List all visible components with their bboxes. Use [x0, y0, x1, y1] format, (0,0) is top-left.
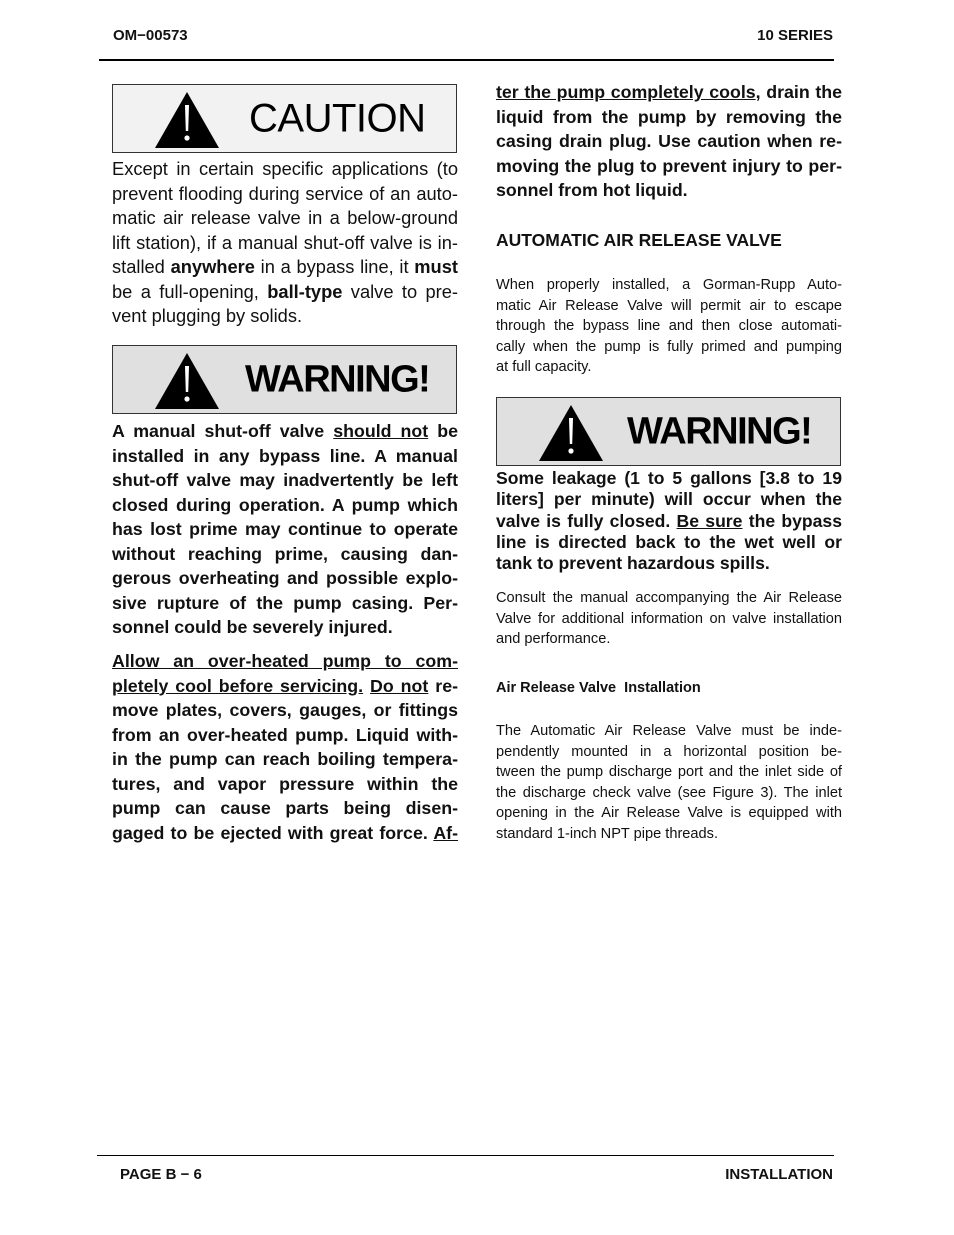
page-number: PAGE B − 6: [120, 1166, 202, 1183]
warning2-text: Some leakage (1 to 5 gallons [3.8 to 19 liters] per minute) will occur when the valve is fully closed. Be sure the bypass line is directed back to the wet well or tank to prevent hazardous spills.: [496, 468, 842, 574]
warning-banner-2: [496, 397, 841, 466]
overheat-text-continued: ter the pump completely cools, drain the liquid from the pump by removing the casing drain plug. Use caution when re- moving the plug to prevent injury to per- sonnel from hot liquid.: [496, 82, 843, 200]
consult-text: Consult the manual accompanying the Air Release Valve for additional information on valve installation and performance.: [496, 590, 842, 648]
warning-triangle-icon: [154, 91, 220, 149]
section-name: INSTALLATION: [725, 1166, 833, 1183]
caution-banner: [112, 84, 457, 153]
header-rule: [99, 59, 834, 61]
intro-text: When properly installed, a Gorman-Rupp Auto- matic Air Release Valve will permit air to escape through the bypass line and then close automati- cally when the pump is fully primed and pumping at full capacity.: [496, 277, 842, 376]
footer-rule: [97, 1155, 834, 1156]
warning-triangle-icon: [538, 404, 604, 462]
document-number: OM−00573: [113, 27, 188, 44]
warning-triangle-icon: [154, 352, 220, 410]
warning-word: WARNING!: [245, 358, 430, 400]
sub-heading: Air Release Valve Installation: [496, 680, 701, 696]
caution-word: CAUTION: [249, 96, 426, 140]
overheat-text: Allow an over-heated pump to com- pletely cool before servicing. Do not re- move plates, covers, gauges, or fittings from an over-heated pump. Liquid with- in the pump can reach boiling tempera- tures, and vapor pressure within the pump can cause parts being disen- gaged to be ejected with great force. Af-: [112, 651, 458, 843]
caution-text: Except in certain specific applications (to prevent flooding during service of an auto- matic air release valve in a below-ground lift station), if a manual shut-off valve is in- stalled anywhere in a bypass line, it must be a full-opening, ball-type valve to pre- vent plugging by solids.: [112, 158, 458, 326]
warning-word: WARNING!: [627, 410, 812, 452]
warning1-text: A manual shut-off valve should not be installed in any bypass line. A manual shut-off valve may inadvertently be left closed during operation. A pump which has lost prime may continue to operate without reaching prime, causing dan- gerous overheating and possible explo- sive rupture of the pump casing. Per- sonnel could be severely injured.: [112, 421, 458, 637]
install-text: The Automatic Air Release Valve must be inde- pendently mounted in a horizontal position be- tween the pump discharge port and the inlet side of the discharge check valve (see Figure 3). The inlet opening in the Air Release Valve is equipped with standard 1-inch NPT pipe threads.: [496, 723, 842, 842]
section-heading: AUTOMATIC AIR RELEASE VALVE: [496, 230, 782, 250]
warning-banner-1: [112, 345, 457, 414]
series-label: 10 SERIES: [757, 27, 833, 44]
